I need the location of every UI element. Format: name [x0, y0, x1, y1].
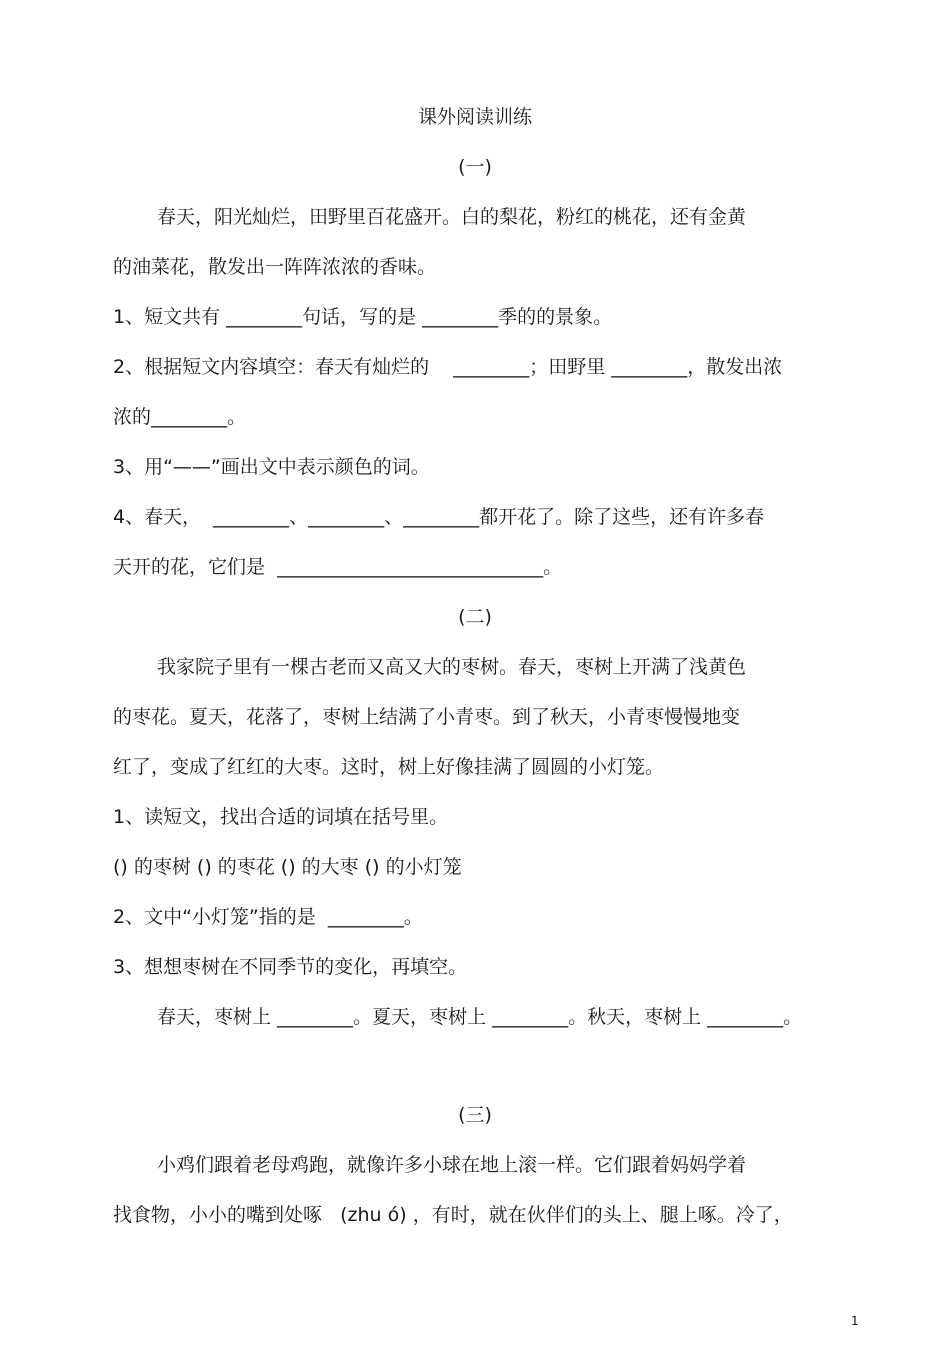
page-title: 课外阅读训练 — [417, 106, 532, 128]
page-number: 1 — [851, 1314, 859, 1328]
passage-line: 小鸡们跟着老母鸡跑，就像许多小球在地上滚一样。它们跟着妈妈学着 — [157, 1154, 747, 1176]
section-heading-2: (二) — [458, 606, 492, 628]
passage-line: 春天，阳光灿烂，田野里百花盛开。白的梨花，粉红的桃花，还有金黄 — [157, 206, 747, 228]
question-line: 1、短文共有 ________句话，写的是 ________季的的景象。 — [113, 306, 613, 328]
section-heading-3: (三) — [458, 1104, 492, 1126]
question-line: 天开的花，它们是 ____________________________。 — [113, 556, 563, 578]
question-line: 2、文中“小灯笼”指的是 ________。 — [113, 906, 423, 928]
passage-line: 我家院子里有一棵古老而又高又大的枣树。春天，枣树上开满了浅黄色 — [157, 656, 747, 678]
passage-line: 找食物，小小的嘴到处啄 (zhu ó) ，有时，就在伙伴们的头上、腿上啄。冷了， — [113, 1204, 793, 1226]
question-line: 浓的________。 — [113, 406, 247, 428]
section-heading-1: (一) — [458, 156, 492, 178]
question-line: 1、读短文，找出合适的词填在括号里。 — [113, 806, 449, 828]
passage-line: 的枣花。夏天，花落了，枣树上结满了小青枣。到了秋天，小青枣慢慢地变 — [113, 706, 741, 728]
question-line: 2、根据短文内容填空：春天有灿烂的 ________；田野里 ________，散发出浓 — [113, 356, 783, 378]
question-line: 4、春天， ________、________、________都开花了。除了这些，还有许多春 — [113, 506, 765, 528]
question-line: 3、想想枣树在不同季节的变化，再填空。 — [113, 956, 468, 978]
question-line: 3、用“——”画出文中表示颜色的词。 — [113, 456, 430, 478]
question-line: () 的枣树 () 的枣花 () 的大枣 () 的小灯笼 — [113, 856, 462, 878]
passage-line: 的油菜花，散发出一阵阵浓浓的香味。 — [113, 256, 437, 278]
passage-line: 红了，变成了红红的大枣。这时，树上好像挂满了圆圆的小灯笼。 — [113, 756, 665, 778]
question-line: 春天，枣树上 ________。夏天，枣树上 ________。秋天，枣树上 ________。 — [157, 1006, 803, 1028]
